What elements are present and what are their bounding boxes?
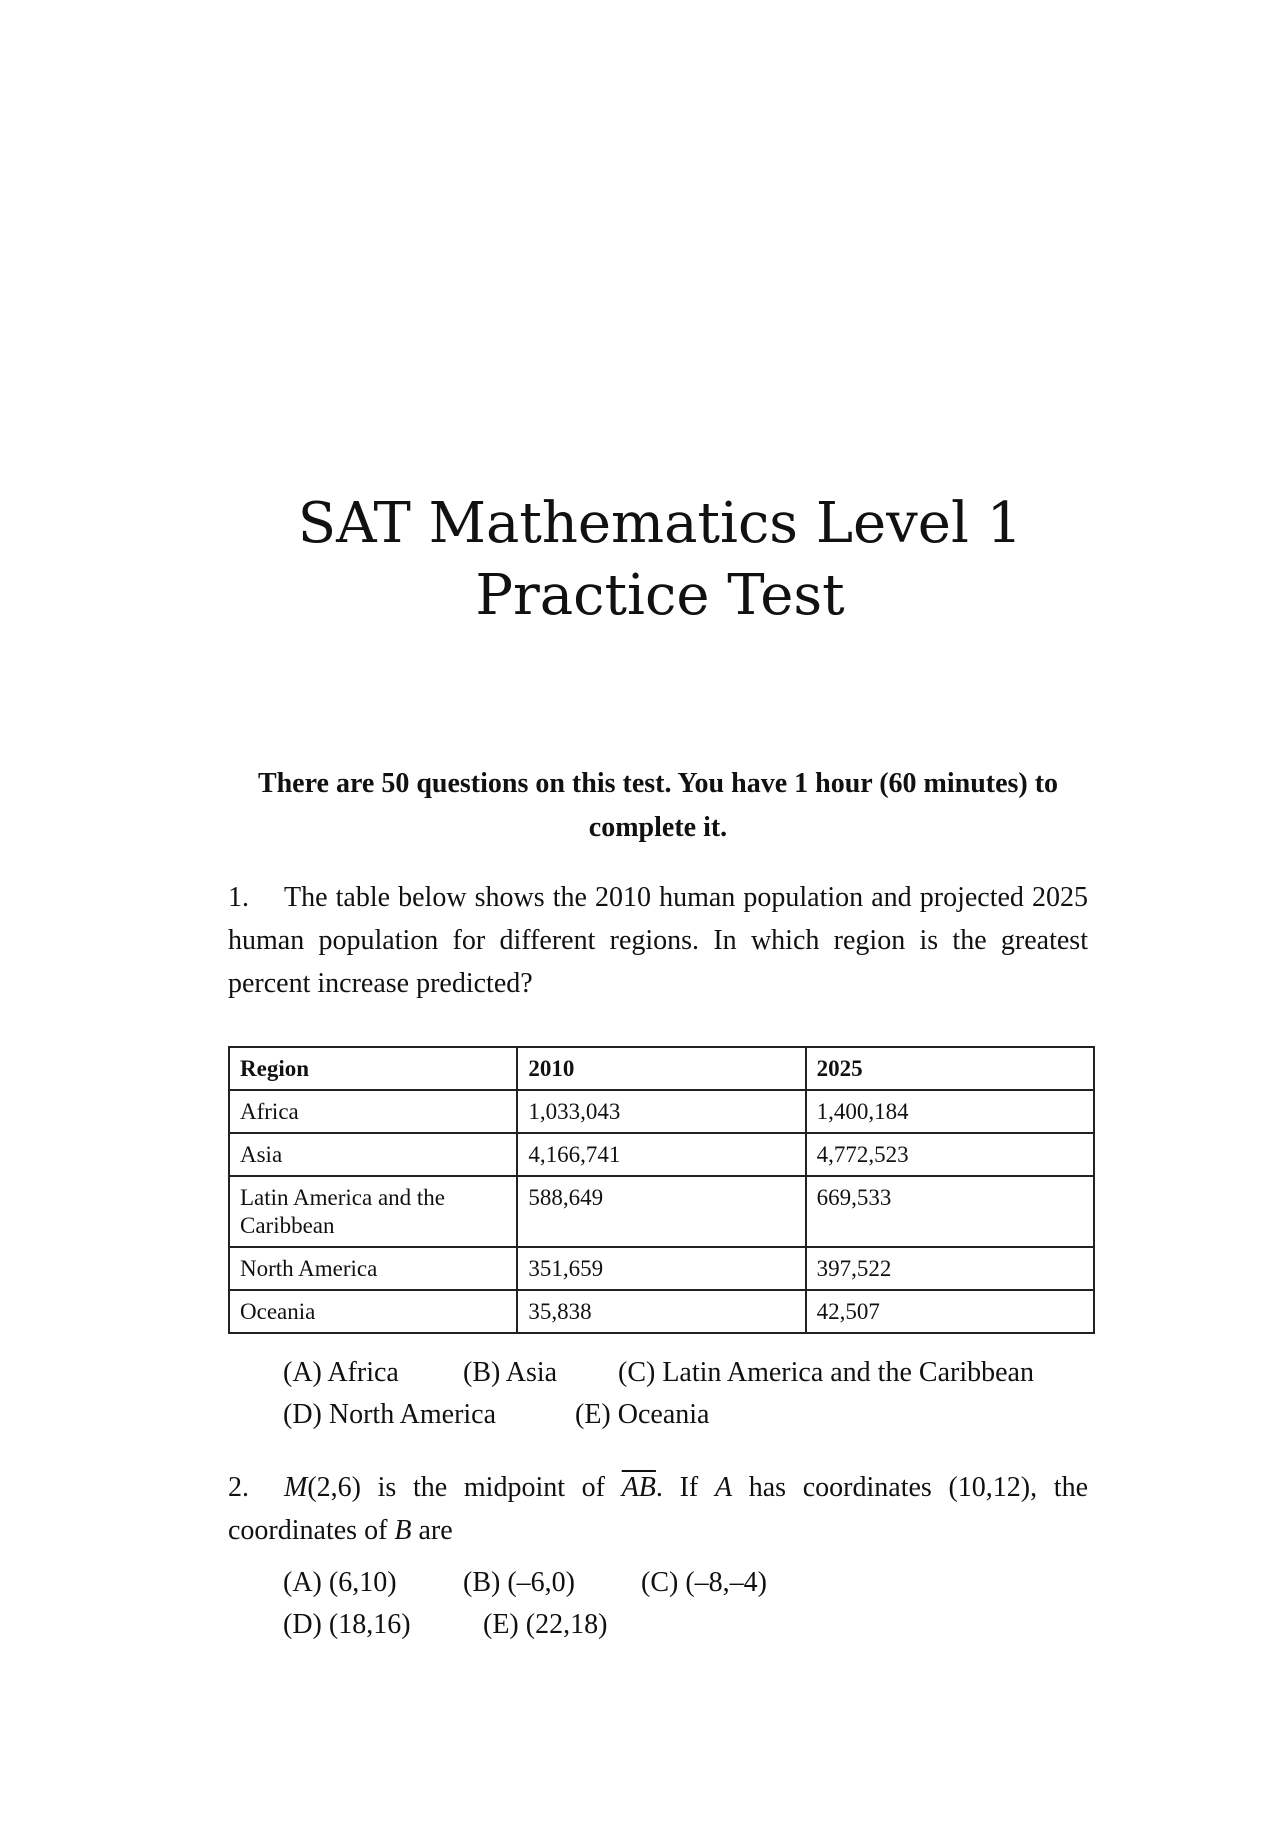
question-1 (228, 876, 1088, 1005)
table-row (229, 1290, 1094, 1333)
segment-ab-label: $\overline{AB}$ (621, 1472, 656, 1503)
table-header-2025: 2025 (806, 1047, 1094, 1090)
table-cell-region: Oceania (229, 1290, 517, 1333)
question-2-choice-c[interactable]: (C) (–8,–4) (641, 1567, 767, 1598)
table-cell-2025: 397,522 (806, 1247, 1094, 1290)
question-2-number: 2. (228, 1472, 249, 1503)
question-2-choice-d[interactable]: (D) (18,16) (283, 1609, 411, 1640)
table-cell-2025: 1,400,184 (806, 1090, 1094, 1133)
point-m-label: M (284, 1472, 308, 1503)
table-row (229, 1090, 1094, 1133)
table-cell-region: Africa (229, 1090, 517, 1133)
question-2-choice-e[interactable]: (E) (22,18) (483, 1609, 608, 1640)
question-2-text-part-1: (2,6) is the midpoint of (307, 1472, 606, 1503)
point-b-label: B (394, 1515, 412, 1546)
table-header-region: Region (229, 1047, 517, 1090)
question-1-choice-a[interactable]: (A) Africa (283, 1357, 399, 1388)
question-1-number: 1. (228, 882, 249, 913)
test-instructions: There are 50 questions on this test. You have 1 hour (60 minutes) to complete it. (257, 768, 1059, 843)
question-1-choice-c[interactable]: (C) Latin America and the Caribbean (618, 1357, 1034, 1388)
question-1-text: The table below shows the 2010 human population and projected 2025 human population for different regions. In which region is the greatest percent increase predicted? (228, 882, 1088, 999)
table-cell-2010: 4,166,741 (517, 1133, 805, 1176)
table-cell-region: Latin America and the Caribbean (229, 1176, 517, 1247)
table-cell-2025: 4,772,523 (806, 1133, 1094, 1176)
table-row (229, 1247, 1094, 1290)
population-table (228, 1046, 1095, 1334)
table-header-2010: 2010 (517, 1047, 805, 1090)
question-1-choice-d[interactable]: (D) North America (283, 1399, 497, 1430)
table-cell-2010: 351,659 (517, 1247, 805, 1290)
page-title-line-2: Practice Test (475, 563, 845, 628)
table-cell-2010: 35,838 (517, 1290, 805, 1333)
table-cell-2025: 669,533 (806, 1176, 1094, 1247)
question-2 (228, 1466, 1088, 1552)
point-a-label: A (714, 1472, 733, 1503)
table-row (229, 1176, 1094, 1247)
table-cell-2010: 588,649 (517, 1176, 805, 1247)
table-row (229, 1133, 1094, 1176)
question-1-choice-e[interactable]: (E) Oceania (575, 1399, 710, 1430)
question-2-choice-b[interactable]: (B) (–6,0) (463, 1567, 575, 1598)
table-cell-2025: 42,507 (806, 1290, 1094, 1333)
table-cell-region: Asia (229, 1133, 517, 1176)
question-2-text-part-3: has coordinates (10,12), the coordinates of (228, 1472, 1089, 1546)
table-cell-2010: 1,033,043 (517, 1090, 805, 1133)
page-title-line-1: SAT Mathematics Level 1 (297, 491, 1023, 556)
table-cell-region: North America (229, 1247, 517, 1290)
question-2-text-part-4: are (418, 1515, 453, 1546)
question-2-text-part-2: . If (655, 1472, 699, 1503)
table-header-row (229, 1047, 1094, 1090)
question-2-choice-a[interactable]: (A) (6,10) (283, 1567, 397, 1598)
question-1-choice-b[interactable]: (B) Asia (463, 1357, 558, 1388)
